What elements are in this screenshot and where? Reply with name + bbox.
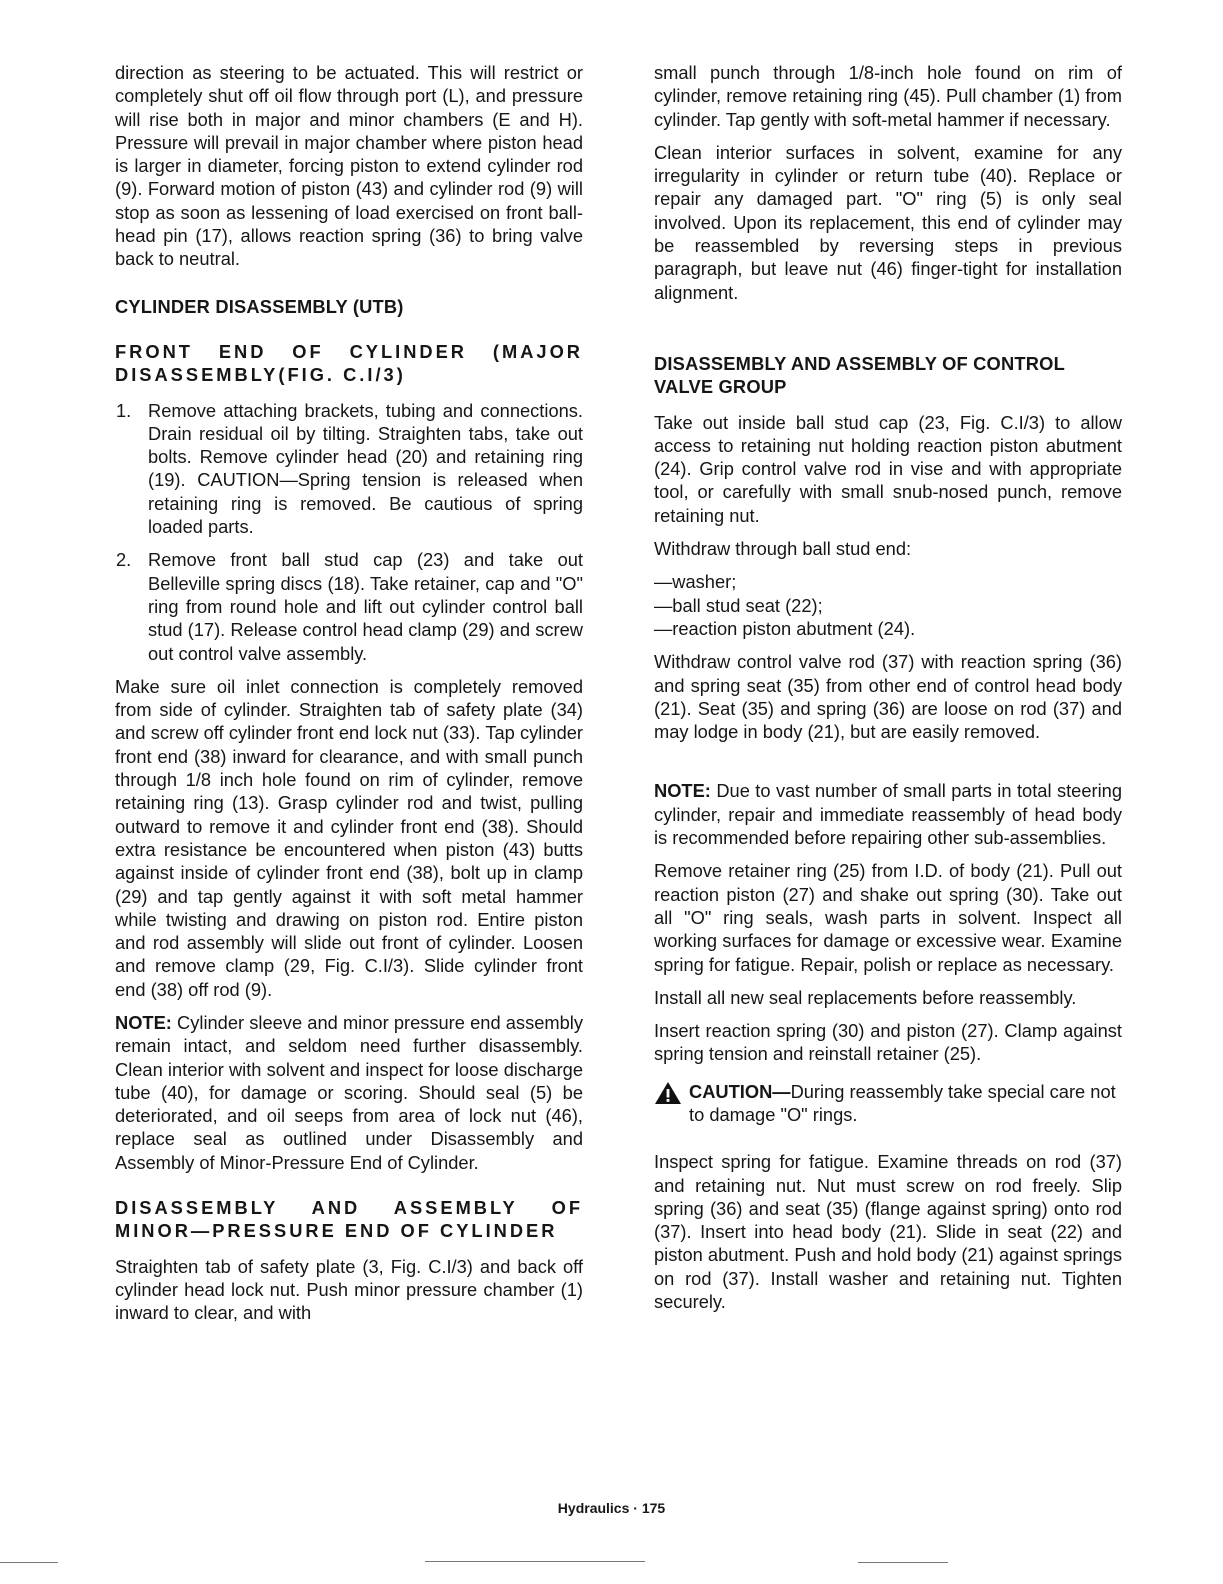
heading-control-valve: DISASSEMBLY AND ASSEMBLY OF CONTROL VALVE GROUP [654, 352, 1065, 398]
step-number: 2. [116, 549, 132, 571]
heading-cylinder-disassembly: CYLINDER DISASSEMBLY (UTB) [115, 295, 404, 317]
footer-rule-center [425, 1561, 645, 1562]
clean-paragraph: Clean interior surfaces in solvent, examine for any irregularity in cylinder or return tube (40). Replace or repair any damaged part. "O" ring (5) is only seal involved. Upon its replacement, this end of cylinder may be reassembled by reversing steps in previous paragraph, but leave nut (46) finger-tight for installation alignment. [654, 141, 1122, 303]
right-column [654, 61, 1122, 1323]
list-item: —ball stud seat (22); [654, 594, 823, 616]
oil-inlet-paragraph: Make sure oil inlet connection is completely removed from side of cylinder. Straighten tab of safety plate (34) and screw off cylinder front end lock nut (33). Tap cylinder front end (38) inward for clearance, and with small punch through 1/8 inch hole found on rim of cylinder, remove retaining ring (13). Grasp cylinder rod and twist, pulling outward to remove it and cylinder front end (38). Should extra resistance be encountered when piston (43) butts against inside of cylinder front end (38), bolt up in clamp (29) and tap gently against it with soft metal hammer while twisting and drawing on piston rod. Entire piston and rod assembly will slide out front of cylinder. Loosen and remove clamp (29, Fig. C.I/3). Slide cylinder front end (38) off rod (9). [115, 675, 583, 1000]
inspect-paragraph: Inspect spring for fatigue. Examine threads on rod (37) and retaining nut. Nut must screw on rod freely. Slip spring (36) and seat (35) (flange against spring) onto rod (37). Insert into head body (21). Slide in seat (22) and piston abutment. Push and hold body (21) against springs on rod (37). Install washer and retaining nut. Tighten securely. [654, 1151, 1122, 1313]
step-number: 1. [116, 399, 132, 421]
footer-rule-right [858, 1562, 948, 1563]
caution-text: During reassembly take special care not to damage "O" rings. [689, 1080, 1116, 1125]
caution-block [654, 1080, 1122, 1127]
step-text: Remove attaching brackets, tubing and connections. Drain residual oil by tilting. Straighten tabs, take out bolts. Remove cylinder head (20) and retaining ring (19). CAUTION—Spring tension is released when retaining ring is removed. Be cautious of spring loaded parts. [148, 399, 583, 538]
install-paragraph: Install all new seal replacements before reassembly. [654, 986, 1077, 1008]
list-item: —washer; [654, 571, 737, 593]
list-item [115, 548, 583, 664]
withdraw-list [654, 570, 1122, 640]
heading-front-end: FRONT END OF CYLINDER (MAJOR DISASSEMBLY(FIG. C.I/3) [115, 340, 583, 386]
intro-paragraph: direction as steering to be actuated. This will restrict or completely shut off oil flow through port (L), and pressure will rise both in major and minor chambers (E and H). Pressure will prevail in major chamber where piston head is larger in diameter, forcing piston to extend cylinder rod (9). Forward motion of piston (43) and cylinder rod (9) will stop as soon as lessening of load exercised on front ball-head pin (17), allows reaction spring (36) to bring valve back to neutral. [115, 62, 583, 270]
take-out-paragraph: Take out inside ball stud cap (23, Fig. C.I/3) to allow access to retaining nut holding reaction piston abutment (24). Grip control valve rod in vise and with appropriate tool, or carefully with small snub-nosed punch, remove retaining nut. [654, 411, 1122, 526]
page-footer: Hydraulics · 175 [557, 1500, 666, 1516]
note-paragraph [115, 1011, 583, 1174]
heading-minor-pressure: DISASSEMBLY AND ASSEMBLY OF MINOR—PRESSURE END OF CYLINDER [115, 1197, 583, 1242]
list-item [115, 399, 583, 539]
note-text: Due to vast number of small parts in total steering cylinder, repair and immediate reassembly of head body is recommended before repairing other sub-assemblies. [654, 780, 1122, 849]
withdraw-intro: Withdraw through ball stud end: [654, 538, 912, 560]
disassembly-steps [115, 399, 583, 665]
note-text: Cylinder sleeve and minor pressure end assembly remain intact, and seldom need further disassembly. Clean interior with solvent and inspect for loose discharge tube (40), for damage or scoring. Should seal (5) be deteriorated, and oil seeps from area of lock nut (46), replace seal as outlined under Disassembly and Assembly of Minor-Pressure End of Cylinder. [115, 1011, 583, 1173]
warning-triangle-icon [654, 1081, 682, 1105]
note-paragraph [654, 779, 1122, 849]
step-text: Remove front ball stud cap (23) and take out Belleville spring discs (18). Take retainer, cap and "O" ring from round hole and lift out cylinder control ball stud (17). Release control head clamp (29) and screw out control valve assembly. [148, 549, 583, 664]
insert-paragraph: Insert reaction spring (30) and piston (27). Clamp against spring tension and reinstall retainer (25). [654, 1020, 1122, 1065]
withdraw-rod-paragraph: Withdraw control valve rod (37) with reaction spring (36) and spring seat (35) from other end of control head body (21). Seat (35) and spring (36) are loose on rod (37) and may lodge in body (21), but are easily removed. [654, 651, 1122, 743]
note-label: NOTE: [115, 1011, 172, 1033]
punch-paragraph: small punch through 1/8-inch hole found on rim of cylinder, remove retaining ring (45). Pull chamber (1) from cylinder. Tap gently with soft-metal hammer if necessary. [654, 62, 1122, 130]
list-item: —reaction piston abutment (24). [654, 617, 916, 639]
safety-plate-paragraph: Straighten tab of safety plate (3, Fig. C.I/3) and back off cylinder head lock nut. Push minor pressure chamber (1) inward to clear, and with [115, 1255, 583, 1324]
note-label: NOTE: [654, 780, 711, 802]
caution-label: CAUTION— [689, 1080, 791, 1102]
retainer-paragraph: Remove retainer ring (25) from I.D. of body (21). Pull out reaction piston (27) and shake out spring (30). Take out all "O" ring seals, wash parts in solvent. Inspect all working surfaces for damage or excessive wear. Examine spring for fatigue. Repair, polish or replace as necessary. [654, 860, 1122, 975]
footer-rule-left [0, 1562, 58, 1563]
left-column [115, 61, 583, 1335]
